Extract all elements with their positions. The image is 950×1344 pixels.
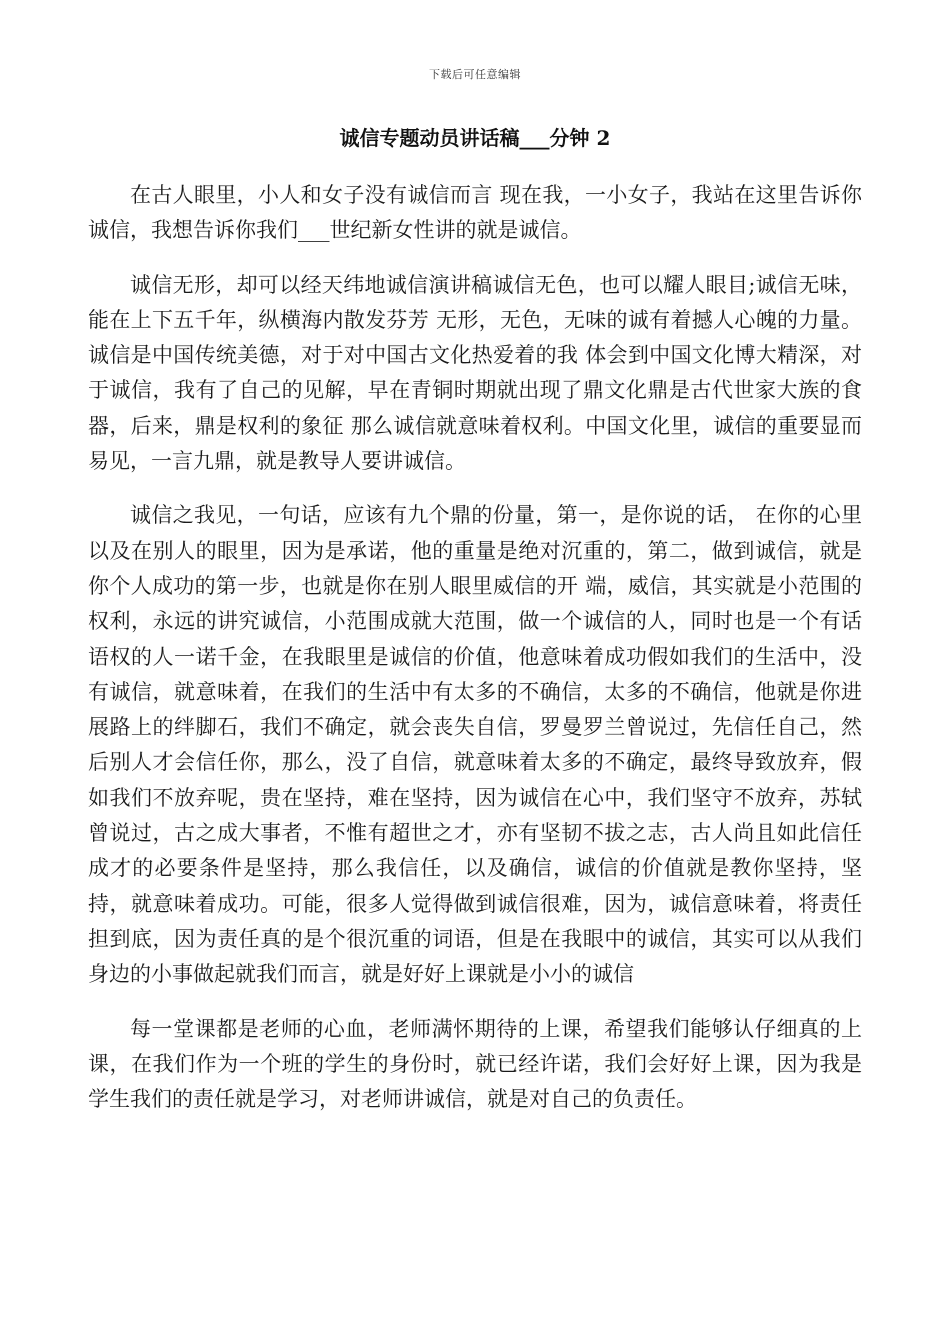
paragraph-4: 每一堂课都是老师的心血，老师满怀期待的上课，希望我们能够认仔细真的上课，在我们作为一个班的学生的身份时，就已经许诺，我们会好好上课，因为我是学生我们的责任就是学习，对老师讲诚信，就是对自己的负责任。 bbox=[88, 1016, 862, 1112]
paragraph-3: 诚信之我见，一句话，应该有九个鼎的份量，第一，是你说的话， 在你的心里以及在别人的眼里，因为是承诺，他的重量是绝对沉重的，第二，做到诚信，就是你个人成功的第一步，也就是你在别人眼里威信的开 端，威信，其实就是小范围的权利，永远的讲究诚信，小范围成就大范围，做一个诚信的人，同时也是一个有话语权的人一诺千金，在我眼里是诚信的价值，他意味着成功假如我们的生活中，没有诚信，就意味着，在我们的生活中有太多的不确信，太多的不确信，他就是你进展路上的绊脚石，我们不确定，就会丧失自信，罗曼罗兰曾说过，先信任自己，然后别人才会信任你，那么，没了自信，就意味着太多的不确定，最终导致放弃，假如我们不放弃呢，贵在坚持，难在坚持，因为诚信在心中，我们坚守不放弃，苏轼曾说过，古之成大事者，不惟有超世之才，亦有坚韧不拔之志，古人尚且如此信任成才的必要条件是坚持，那么我信任，以及确信，诚信的价值就是教你坚持，坚持，就意味着成功。可能，很多人觉得做到诚信很难，因为，诚信意味着，将责任担到底，因为责任真的是个很沉重的词语，但是在我眼中的诚信，其实可以从我们身边的小事做起就我们而言，就是好好上课就是小小的诚信 bbox=[88, 503, 862, 987]
document-title: 诚信专题动员讲话稿___分钟 2 bbox=[339, 126, 611, 150]
document-body bbox=[88, 178, 862, 1136]
paragraph-1: 在古人眼里，小人和女子没有诚信而言 现在我，一小女子，我站在这里告诉你诚信，我想告诉你我们___世纪新女性讲的就是诚信。 bbox=[88, 183, 862, 243]
header-note: 下载后可任意编辑 bbox=[429, 68, 521, 81]
paragraph-2: 诚信无形，却可以经天纬地诚信演讲稿诚信无色，也可以耀人眼目;诚信无味，能在上下五千年，纵横海内散发芬芳 无形，无色，无味的诚有着撼人心魄的力量。诚信是中国传统美德，对于对中国古文化热爱着的我 体会到中国文化博大精深，对于诚信，我有了自己的见解，早在青铜时期就出现了鼎文化鼎是古代世家大族的食器，后来，鼎是权利的象征 那么诚信就意味着权利。中国文化里，诚信的重要显而易见，一言九鼎，就是教导人要讲诚信。 bbox=[88, 272, 862, 474]
